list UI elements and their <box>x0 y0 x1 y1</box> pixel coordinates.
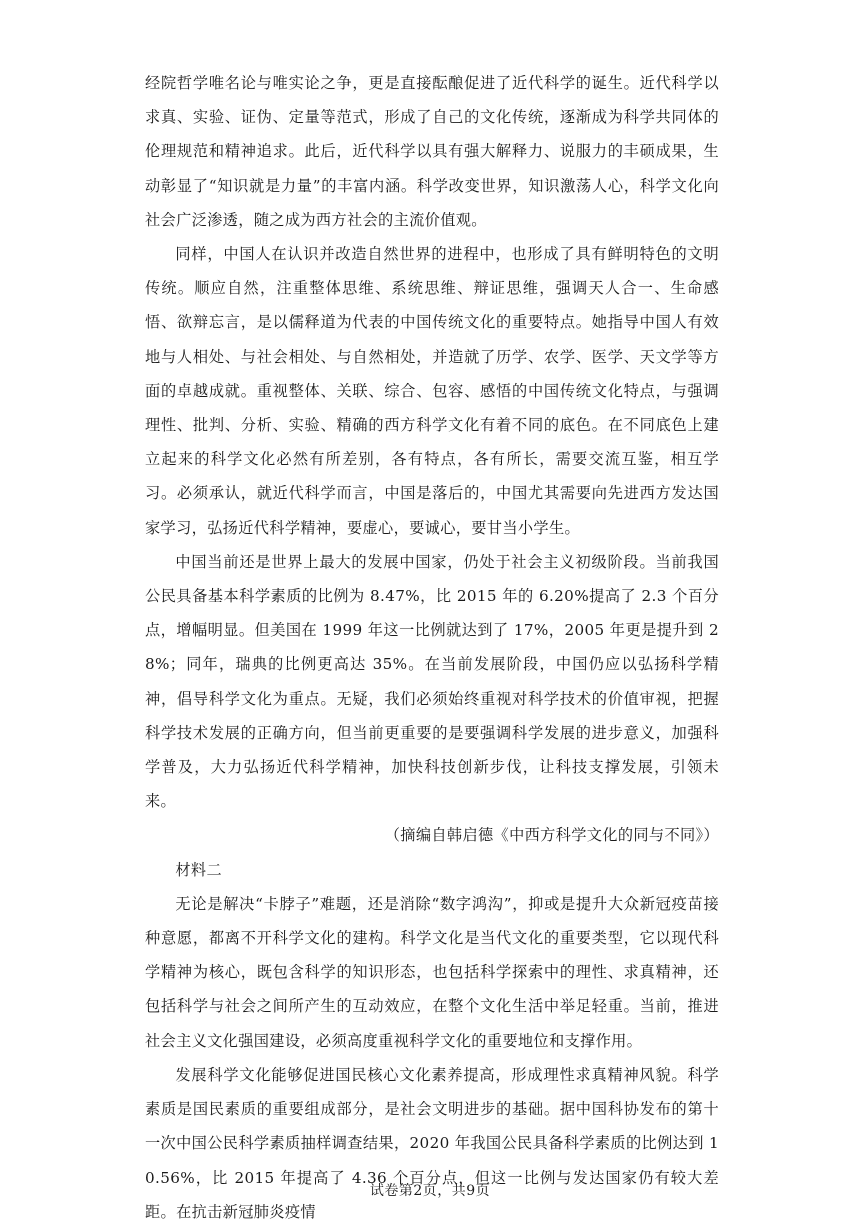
page-number-footer: 试卷第2页，共9页 <box>369 1183 491 1199</box>
source-citation: （摘编自韩启德《中西方科学文化的同与不同》） <box>384 826 719 845</box>
paragraph-continuation: 经院哲学唯名论与唯实论之争，更是直接酝酿促进了近代科学的诞生。近代科学以求真、实验、证伪、定量等范式，形成了自己的文化传统，逐渐成为科学共同体的伦理规范和精神追求。此后，近代科学以具有强大解释力、说服力的丰硕成果，生动彰显了“知识就是力量”的丰富内涵。科学改变世界，知识激荡人心，科学文化向社会广泛渗透，随之成为西方社会的主流价值观。 <box>145 74 719 229</box>
page-content <box>145 66 719 1229</box>
paragraph-china-development: 中国当前还是世界上最大的发展中国家，仍处于社会主义初级阶段。当前我国公民具备基本科学素质的比例为 8.47%，比 2015 年的 6.20%提高了 2.3 个百分点，增幅明显。但美国在 1999 年这一比例就达到了 17%，2005 年更是提升到 28%；同年，瑞典的比例更高达 35%。在当前发展阶段，中国仍应以弘扬科学精神，倡导科学文化为重点。无疑，我们必须始终重视对科学技术的价值审视，把握科学技术发展的正确方向，但当前更重要的是要强调科学发展的进步意义，加强科学普及，大力弘扬近代科学精神，加快科技创新步伐，让科技支撑发展，引领未来。 <box>145 552 719 811</box>
paragraph-science-literacy: 发展科学文化能够促进国民核心文化素养提高，形成理性求真精神风貌。科学素质是国民素质的重要组成部分，是社会文明进步的基础。据中国科协发布的第十一次中国公民科学素质抽样调查结果，2020 年我国公民具备科学素质的比例达到 10.56%，比 2015 年提高了 4.36 个百分点，但这一比例与发达国家仍有较大差距。在抗击新冠肺炎疫情 <box>145 1065 719 1221</box>
material-two-heading: 材料二 <box>175 860 223 879</box>
paragraph-chinese-tradition: 同样，中国人在认识并改造自然世界的进程中，也形成了具有鲜明特色的文明传统。顺应自然，注重整体思维、系统思维、辩证思维，强调天人合一、生命感悟、欲辩忘言，是以儒释道为代表的中国传统文化的重要特点。她指导中国人有效地与人相处、与社会相处、与自然相处，并造就了历学、农学、医学、天文学等方面的卓越成就。重视整体、关联、综合、包容、感悟的中国传统文化特点，与强调理性、批判、分析、实验、精确的西方科学文化有着不同的底色。在不同底色上建立起来的科学文化必然有所差别，各有特点，各有所长，需要交流互鉴，相互学习。必须承认，就近代科学而言，中国是落后的，中国尤其需要向先进西方发达国家学习，弘扬近代科学精神，要虚心，要诚心，要甘当小学生。 <box>145 245 719 537</box>
paragraph-science-culture: 无论是解决“卡脖子”难题，还是消除“数字鸿沟”，抑或是提升大众新冠疫苗接种意愿，都离不开科学文化的建构。科学文化是当代文化的重要类型，它以现代科学精神为核心，既包含科学的知识形态，也包括科学探索中的理性、求真精神，还包括科学与社会之间所产生的互动效应，在整个文化生活中举足轻重。当前，推进社会主义文化强国建设，必须高度重视科学文化的重要地位和支撑作用。 <box>145 894 719 1050</box>
